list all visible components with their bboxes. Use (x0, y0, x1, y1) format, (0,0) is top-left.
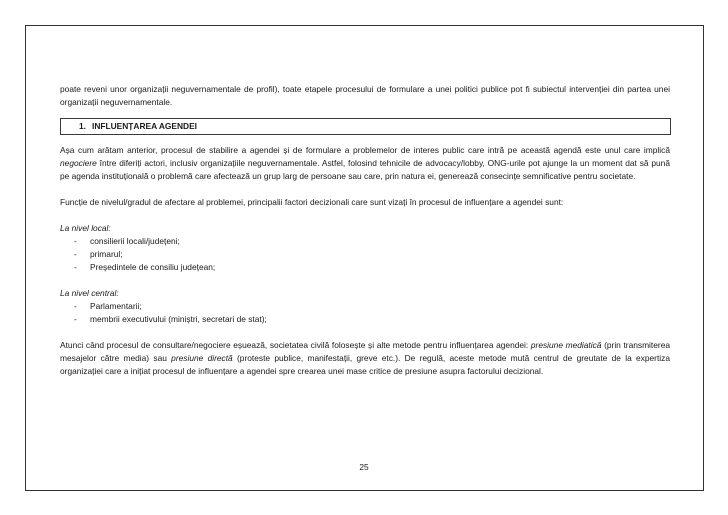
section-number: 1. (79, 121, 86, 131)
dash-bullet: - (74, 236, 77, 246)
local-level-label: La nivel local: (60, 223, 111, 233)
list-item (74, 248, 670, 261)
emphasis-presiune-directa: presiune directă (171, 353, 233, 363)
intro-paragraph: poate reveni unor organizații neguvernamentale de profil), toate etapele procesului de formulare a unei politici publice pot fi subiectul intervenției din partea unei organizații neguvernamentale. (60, 84, 670, 107)
list-item-text: Președintele de consiliu județean; (90, 262, 216, 272)
page-number: 25 (359, 462, 369, 472)
dash-bullet: - (74, 301, 77, 311)
local-level-list (60, 235, 670, 274)
central-level-label: La nivel central: (60, 288, 119, 298)
paragraph-agenda-process (60, 144, 670, 183)
dash-bullet: - (74, 249, 77, 259)
emphasis-negociere: negociere (60, 158, 97, 168)
paragraph-pressure-methods (60, 339, 670, 378)
document-body (60, 83, 670, 391)
list-item (74, 235, 670, 248)
dash-bullet: - (74, 262, 77, 272)
list-item (74, 313, 670, 326)
list-item-text: consilierii locali/județeni; (90, 236, 180, 246)
paragraph-text: (proteste publice, manifestații, greve etc.). De regulă, aceste metode mută centrul de greutate de la expertiza organizației care a inițiat procesul de influențare a agendei spre crearea unei mase critice de presiune asupra factorului decizional. (60, 353, 670, 376)
paragraph-text: Așa cum arătam anterior, procesul de stabilire a agendei și de formulare a problemelor de interes public care intră pe această agendă este unul care implică (60, 145, 670, 155)
list-item (74, 300, 670, 313)
list-item (74, 261, 670, 274)
paragraph-text: între diferiți actori, inclusiv organizațiile neguvernamentale. Astfel, folosind tehnicile de advocacy/lobby, ONG-urile pot ajunge la un moment dat să pună pe agenda instituțională o problemă care afectează un grup larg de persoane sau care, prin natura ei, generează consecințe semnificative pentru societate. (60, 158, 670, 181)
central-level-list (60, 300, 670, 326)
list-item-text: primarul; (90, 249, 123, 259)
paragraph-text: Atunci când procesul de consultare/negociere eșuează, societatea civilă folosește și alte metode pentru influențarea agendei: (60, 340, 531, 350)
section-title: INFLUENȚAREA AGENDEI (92, 121, 197, 131)
list-item-text: membrii executivului (miniștri, secretari de stat); (90, 314, 267, 324)
dash-bullet: - (74, 314, 77, 324)
section-heading-box (60, 118, 671, 135)
emphasis-presiune-mediatica: presiune mediatică (530, 340, 602, 350)
paragraph-text: (prin transmiterea mesajelor către media) sau (60, 340, 671, 363)
list-item-text: Parlamentarii; (90, 301, 142, 311)
paragraph-decision-makers: Funcție de nivelul/gradul de afectare al problemei, principalii factori decizionali care sunt vizați în procesul de influențare a agendei sunt: (60, 197, 564, 207)
